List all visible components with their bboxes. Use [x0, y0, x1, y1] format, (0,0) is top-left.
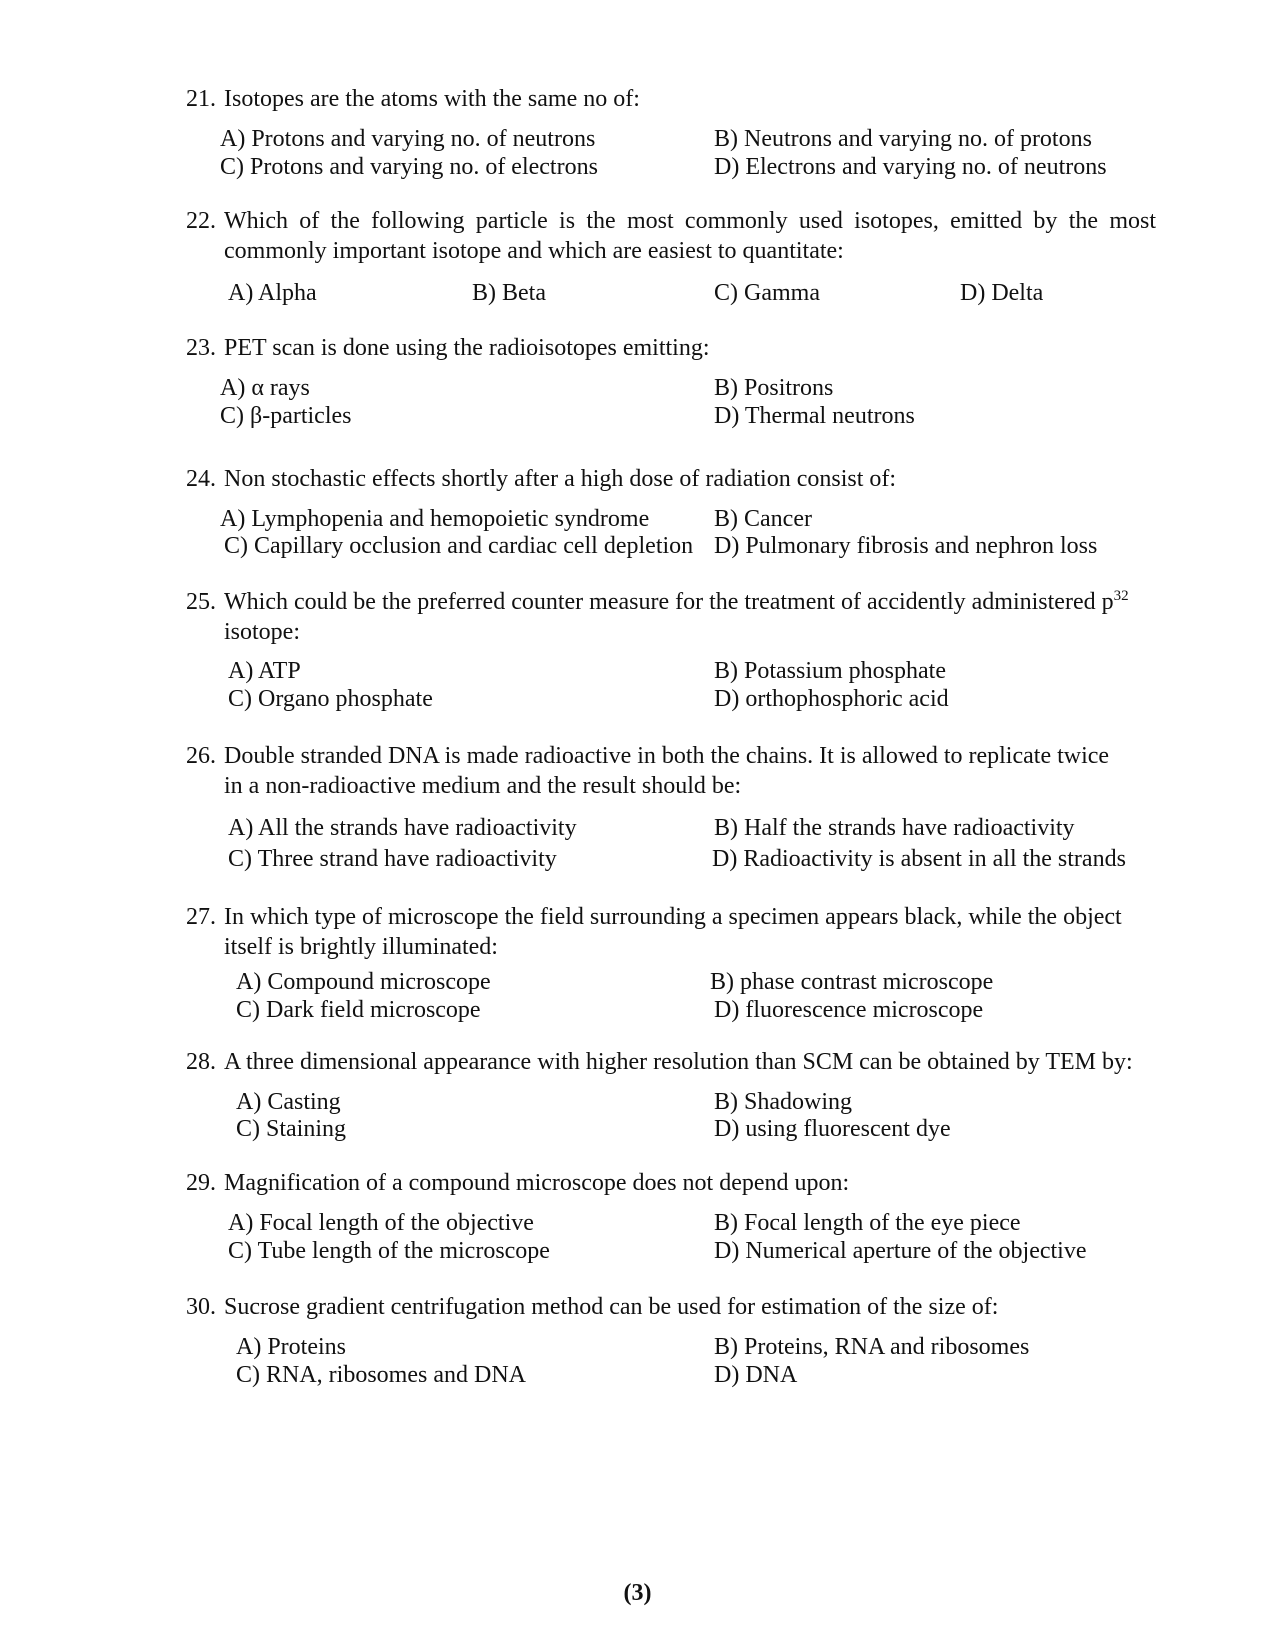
question-number: 24.	[186, 466, 216, 492]
option-c: C) Staining	[236, 1116, 347, 1142]
question-text: Isotopes are the atoms with the same no of:	[224, 86, 640, 112]
question-number: 23.	[186, 335, 216, 361]
question-21	[186, 84, 1156, 180]
question-22	[186, 206, 1156, 306]
option-c: C) β-particles	[220, 403, 352, 429]
option-a: A) All the strands have radioactivity	[228, 815, 577, 841]
option-a: A) Casting	[236, 1089, 341, 1115]
question-number: 30.	[186, 1294, 216, 1320]
option-a: A) α rays	[220, 375, 310, 401]
option-a: A) Focal length of the objective	[228, 1210, 534, 1236]
option-d: D) Radioactivity is absent in all the strands	[712, 846, 1126, 872]
question-text: In which type of microscope the field surrounding a specimen appears black, while the object	[224, 904, 1122, 930]
option-d: D) Delta	[960, 280, 1044, 306]
question-text: Double stranded DNA is made radioactive in both the chains. It is allowed to replicate twice	[224, 743, 1110, 769]
question-number: 26.	[186, 743, 216, 769]
question-27	[186, 902, 1156, 1023]
question-text: Which of the following particle is the most commonly used isotopes, emitted by the most commonly important isotope and which are easiest to quantitate:	[224, 208, 1156, 264]
question-number: 22.	[186, 208, 216, 234]
option-d: D) Pulmonary fibrosis and nephron loss	[714, 533, 1098, 559]
question-text-continued: isotope:	[224, 619, 300, 645]
option-b: B) Beta	[472, 280, 546, 306]
question-24	[186, 464, 1156, 559]
option-d: D) using fluorescent dye	[714, 1116, 951, 1142]
question-23	[186, 333, 1156, 429]
option-d: D) Thermal neutrons	[714, 403, 915, 429]
question-28	[186, 1047, 1156, 1142]
option-d: D) fluorescence microscope	[714, 997, 984, 1023]
option-d: D) DNA	[714, 1362, 798, 1388]
option-d: D) Numerical aperture of the objective	[714, 1238, 1087, 1264]
option-a: A) ATP	[228, 658, 301, 684]
question-number: 29.	[186, 1170, 216, 1196]
page-number: (3)	[623, 1580, 652, 1606]
option-a: A) Protons and varying no. of neutrons	[220, 126, 596, 152]
question-29	[186, 1168, 1156, 1264]
option-d: D) orthophosphoric acid	[714, 686, 949, 712]
option-b: B) Proteins, RNA and ribosomes	[714, 1334, 1030, 1360]
question-number: 27.	[186, 904, 216, 930]
question-text: PET scan is done using the radioisotopes emitting:	[224, 335, 710, 361]
option-b: B) Positrons	[714, 375, 834, 401]
question-number: 28.	[186, 1049, 216, 1075]
option-b: B) Cancer	[714, 506, 812, 532]
question-25	[186, 587, 1156, 712]
option-c: C) Protons and varying no. of electrons	[220, 154, 598, 180]
question-number: 21.	[186, 86, 216, 112]
option-b: B) Neutrons and varying no. of protons	[714, 126, 1092, 152]
option-a: A) Proteins	[236, 1334, 346, 1360]
option-c: C) Three strand have radioactivity	[228, 846, 557, 872]
question-text-continued: in a non-radioactive medium and the result should be:	[224, 773, 742, 799]
option-c: C) Dark field microscope	[236, 997, 481, 1023]
option-d: D) Electrons and varying no. of neutrons	[714, 154, 1107, 180]
question-text: Non stochastic effects shortly after a high dose of radiation consist of:	[224, 466, 897, 492]
question-text	[224, 587, 1156, 617]
option-b: B) Half the strands have radioactivity	[714, 815, 1075, 841]
question-text-main: Which could be the preferred counter measure for the treatment of accidently administered p	[224, 589, 1114, 615]
option-c: C) Tube length of the microscope	[228, 1238, 550, 1264]
question-text: A three dimensional appearance with higher resolution than SCM can be obtained by TEM by:	[224, 1049, 1133, 1075]
option-b: B) Potassium phosphate	[714, 658, 946, 684]
option-c: C) RNA, ribosomes and DNA	[236, 1362, 526, 1388]
question-text: Magnification of a compound microscope does not depend upon:	[224, 1170, 850, 1196]
question-26	[186, 741, 1156, 872]
option-c: C) Capillary occlusion and cardiac cell depletion	[224, 533, 694, 559]
option-b: B) phase contrast microscope	[710, 969, 994, 995]
question-number: 25.	[186, 589, 216, 615]
question-30	[186, 1292, 1156, 1388]
option-b: B) Focal length of the eye piece	[714, 1210, 1021, 1236]
option-a: A) Alpha	[228, 280, 317, 306]
option-b: B) Shadowing	[714, 1089, 852, 1115]
option-c: C) Organo phosphate	[228, 686, 433, 712]
option-a: A) Lymphopenia and hemopoietic syndrome	[220, 506, 650, 532]
option-c: C) Gamma	[714, 280, 820, 306]
question-text-continued: itself is brightly illuminated:	[224, 934, 498, 960]
superscript: 32	[1113, 588, 1129, 604]
question-text: Sucrose gradient centrifugation method can be used for estimation of the size of:	[224, 1294, 999, 1320]
option-a: A) Compound microscope	[236, 969, 491, 995]
